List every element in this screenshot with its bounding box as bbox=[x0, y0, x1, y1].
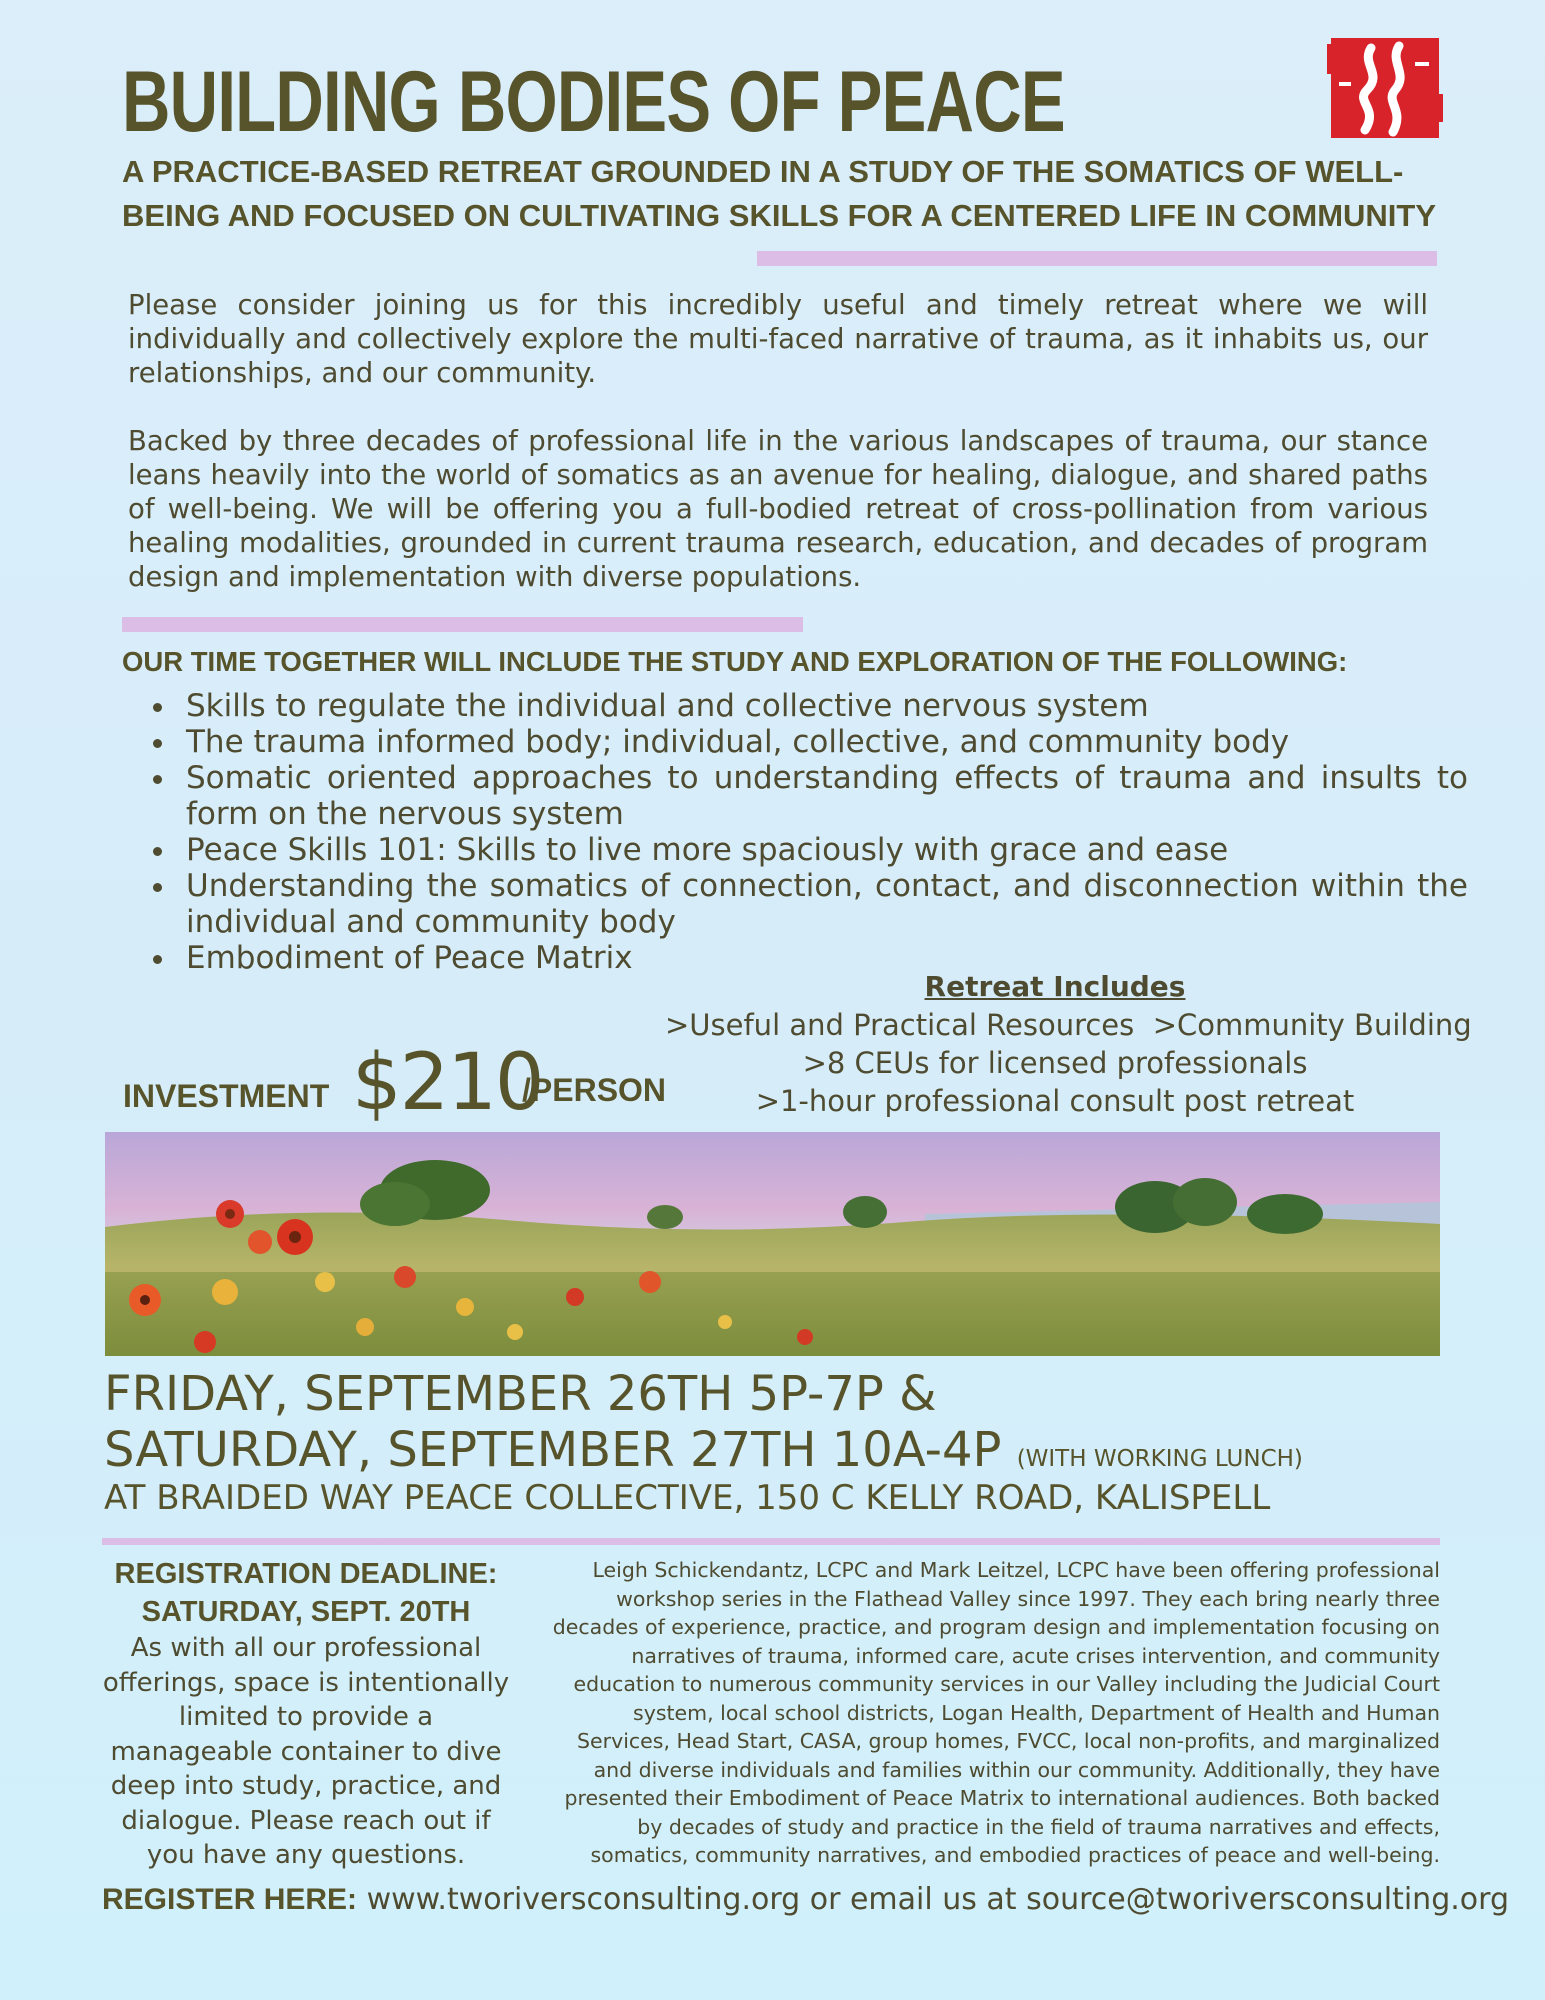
logo-seal-icon bbox=[1325, 34, 1445, 142]
page-title: BUILDING BODIES OF PEACE bbox=[122, 54, 1065, 150]
includes-line: >8 CEUs for licensed professionals bbox=[802, 1046, 1308, 1080]
deadline-heading: REGISTRATION DEADLINE: bbox=[114, 1558, 498, 1590]
subtitle-line-2: BEING AND FOCUSED ON CULTIVATING SKILLS FOR A CENTERED LIFE IN COMMUNITY bbox=[122, 198, 1437, 233]
list-item: • Peace Skills 101: Skills to live more spaciously with grace and ease bbox=[178, 832, 1468, 868]
intro-paragraph-1: Please consider joining us for this incredibly useful and timely retreat where we will individually and collectively explore the multi-faced narrative of trauma, as it inhabits us, our relationships, and our community. bbox=[128, 289, 1428, 389]
accent-divider bbox=[122, 617, 803, 632]
event-venue: AT BRAIDED WAY PEACE COLLECTIVE, 150 C KELLY ROAD, KALISPELL bbox=[104, 1478, 1271, 1518]
investment-label: INVESTMENT bbox=[123, 1078, 330, 1114]
list-item: • Skills to regulate the individual and collective nervous system bbox=[178, 688, 1468, 724]
event-date-text: SATURDAY, SEPTEMBER 27TH 10A-4P bbox=[104, 1422, 1002, 1478]
price-unit: /PERSON bbox=[522, 1072, 667, 1108]
intro-paragraph-2: Backed by three decades of professional life in the various landscapes of trauma, our stance leans heavily into the world of somatics as an avenue for healing, dialogue, and shared paths of well-being. We will be offering you a full-bodied retreat of cross-pollination from various healing modalities, grounded in current trauma research, education, and decades of program design and implementation with diverse populations. bbox=[128, 425, 1428, 593]
register-joiner: or email us at bbox=[809, 1882, 1017, 1917]
meadow-photo bbox=[105, 1132, 1440, 1356]
event-date-line-1: FRIDAY, SEPTEMBER 26TH 5P-7P & bbox=[104, 1366, 937, 1422]
price: $210 bbox=[352, 1038, 543, 1128]
register-url-link[interactable]: www.tworiversconsulting.org bbox=[366, 1882, 801, 1917]
list-item: • Embodiment of Peace Matrix bbox=[178, 940, 1468, 976]
register-label: REGISTER HERE: bbox=[102, 1883, 358, 1916]
deadline-date: SATURDAY, SEPT. 20TH bbox=[141, 1596, 471, 1628]
list-item: • The trauma informed body; individual, collective, and community body bbox=[178, 724, 1468, 760]
accent-divider bbox=[757, 251, 1437, 266]
topics-list bbox=[144, 688, 1468, 976]
topics-heading: OUR TIME TOGETHER WILL INCLUDE THE STUDY AND EXPLORATION OF THE FOLLOWING: bbox=[122, 646, 1348, 677]
includes-heading: Retreat Includes bbox=[924, 970, 1186, 1003]
register-email-link[interactable]: source@tworiversconsulting.org bbox=[1026, 1882, 1509, 1917]
list-item: • Somatic oriented approaches to understanding effects of trauma and insults to form on the nervous system bbox=[178, 760, 1468, 832]
page-subtitle bbox=[122, 150, 1462, 238]
accent-divider bbox=[102, 1538, 1440, 1545]
register-footer bbox=[102, 1882, 1509, 1917]
event-date-note: (WITH WORKING LUNCH) bbox=[1016, 1446, 1303, 1472]
retreat-includes bbox=[665, 968, 1472, 1120]
list-item: • Understanding the somatics of connection, contact, and disconnection within the individual and community body bbox=[178, 868, 1468, 940]
includes-line: >Useful and Practical Resources >Community Building bbox=[665, 1008, 1472, 1042]
facilitators-bio: Leigh Schickendantz, LCPC and Mark Leitzel, LCPC have been offering professional workshop series in the Flathead Valley since 1997. They each bring nearly three decades of experience, practice, and program design and implementation focusing on narratives of trauma, informed care, acute crises intervention, and community education to numerous community services in our Valley including the Judicial Court system, local school districts, Logan Health, Department of Health and Human Services, Head Start, CASA, group homes, FVCC, local non-profits, and marginalized and diverse individuals and families within our community. Additionally, they have presented their Embodiment of Peace Matrix to international audiences. Both backed by decades of study and practice in the field of trauma narratives and effects, somatics, community narratives, and embodied practices of peace and well-being. bbox=[552, 1558, 1440, 1867]
registration-deadline bbox=[100, 1555, 512, 1873]
deadline-body: As with all our professional offerings, space is intentionally limited to provide a manageable container to dive deep into study, practice, and dialogue. Please reach out if you have any questions. bbox=[102, 1633, 510, 1870]
subtitle-line-1: A PRACTICE-BASED RETREAT GROUNDED IN A STUDY OF THE SOMATICS OF WELL- bbox=[122, 154, 1404, 189]
includes-line: >1-hour professional consult post retreat bbox=[755, 1084, 1355, 1118]
